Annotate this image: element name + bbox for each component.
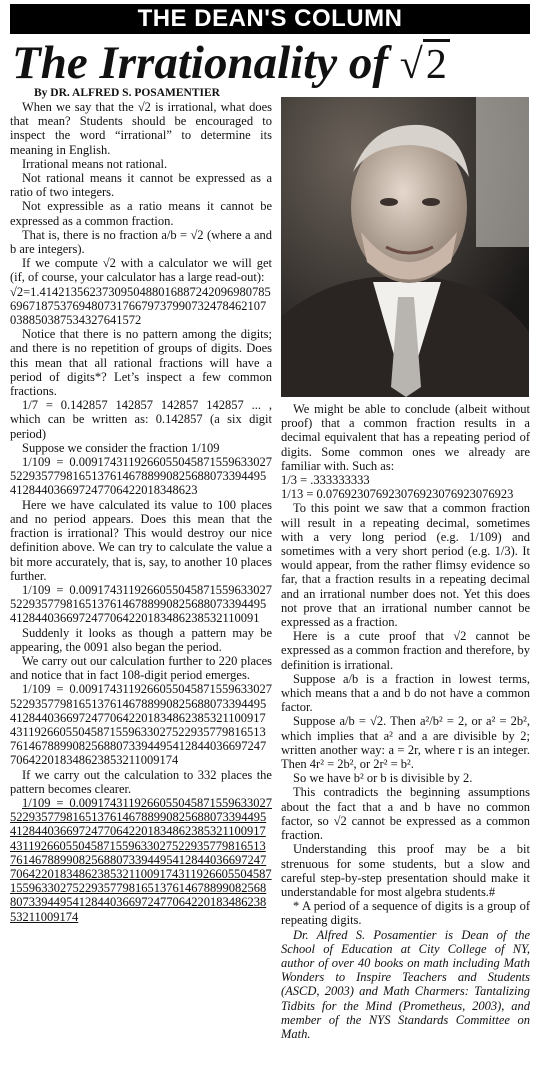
paragraph: Understanding this proof may be a bit strenuous for some students, but a slow and careful step-by-step presentation should make it understandable for most algebra students.# <box>281 842 530 899</box>
radicand: 2 <box>423 39 450 88</box>
paragraph: Here we have calculated its value to 100 places and no period appears. Does this mean that the fraction is irrational? This would destroy our nice definition above. We can try to calculate the value a bit more accurately, that is, say, to another 10 places further. <box>10 497 272 583</box>
paragraph: Suddenly it looks as though a pattern may be appearing, the 0091 also began the period. <box>10 625 272 654</box>
paragraph: Here is a cute proof that √2 cannot be expressed as a common fraction and therefore, by definition is irrational. <box>281 629 530 672</box>
right-column <box>281 402 530 1041</box>
paragraph: Suppose a/b = √2. Then a²/b² = 2, or a² = 2b², which implies that a² and a are divisible by 2; written another way: a = 2r, where r is an integer. Then 4r² = 2b², or 2r² = b². <box>281 714 530 772</box>
decimal-expansion: 1/109 = 0.0091743119266055045871559633027522935779816513761467889908256880733944954128440366972477064220183486238532110091743119266055045871559633027522935779816513761467889908256880733944954128440366972477064220183486238532110091743119266055045871559633027522935779816513761467889908256880733944954128440366972477064220183486238532110091​74 <box>10 795 272 924</box>
column-banner: THE DEAN'S COLUMN <box>10 4 530 34</box>
paragraph: Irrational means not rational. <box>22 156 168 171</box>
headline-text: The Irrationality of <box>12 37 400 89</box>
paragraph: Suppose a/b is a fraction in lowest terms, which means that a and b do not have a common factor. <box>281 671 530 715</box>
fraction-example: 1/13 = 0.076923076923076923076923076923 <box>281 487 514 502</box>
paragraph: Notice that there is no pattern among the digits; and there is no repetition of groups of digits. Does this mean that all rational fractions will have a period of digits*? Let’s inspect a few common fractions. <box>10 327 272 399</box>
author-bio: Dr. Alfred S. Posamentier is Dean of the School of Education at City College of NY, author of over 40 books on math including Math Wonders to Inspire Teachers and Students (ASCD, 2003) and Math Charmers: Tantalizing Tidbits for the Mind (Prometheus, 2003), and member of the NYS Standards Committee on Math. <box>281 927 530 1041</box>
paragraph: This contradicts the beginning assumptions about the fact that a and b have no common factor, so √2 cannot be expressed as a common fraction. <box>281 785 530 843</box>
left-column <box>10 100 272 924</box>
fraction-example: 1/3 = .333333333 <box>281 473 370 488</box>
headline <box>12 38 532 88</box>
paragraph: Not rational means it cannot be expressed as a ratio of two integers. <box>10 171 272 200</box>
paragraph: That is, there is no fraction a/b = √2 (where a and b are integers). <box>10 227 272 257</box>
author-photo <box>281 97 529 397</box>
paragraph: Not expressible as a ratio means it cannot be expressed as a common fraction. <box>10 199 272 228</box>
decimal-expansion: 1/109 = 0.009174311926605504587155963302752293577981651376146788990825688073394495412844036697247706422018348623 <box>10 455 272 498</box>
paragraph: Suppose we consider the fraction 1/109 <box>22 440 220 455</box>
paragraph: If we carry out the calculation to 332 places the pattern becomes clearer. <box>10 767 272 796</box>
radical-sign: √ <box>399 42 423 88</box>
paragraph: When we say that the √2 is irrational, what does that mean? Students should be encouraged to inspect the word “irrational” to determine its meaning in English. <box>10 100 272 157</box>
footnote: * A period of a sequence of digits is a group of repeating digits. <box>281 899 530 928</box>
paragraph: We carry out our calculation further to 220 places and notice that in fact 108-digit period emerges. <box>10 653 272 683</box>
paragraph: If we compute √2 with a calculator we will get (if, of course, your calculator has a large read-out): <box>10 256 272 285</box>
decimal-expansion: √2=1.41421356237309504880168872420969807856967187537694807317667973799073247846210703885038753432764157​2 <box>10 284 271 328</box>
paragraph: 1/7 = 0.142857 142857 142857 142857 ... , which can be written as: 0.142857 (a six digit period) <box>10 398 272 441</box>
paragraph: So we have b² or b is divisible by 2. <box>293 771 473 786</box>
decimal-expansion: 1/109 = 0.00917431192660550458715596330275229357798165137614678899082568807339449541284403669724770642201834862385321100917431192660550458715596330275229357798165137614678899082568807339449541284403669724770642201834862385321100917​4 <box>10 682 272 768</box>
paragraph: We might be able to conclude (albeit without proof) that a common fraction results in a decimal equivalent that has a repeating period of digits. Some common ones we already are familiar with. Such as: <box>281 402 530 473</box>
paragraph: To this point we saw that a common fraction will result in a repeating decimal, sometimes with a very long period (e.g. 1/109) and sometimes with a very short period (e.g. 1/3). It would appear, from the rather flimsy evidence so far, that a fraction results in a repeating decimal and an irrational number does not. Yet this does not prove that an irrational number cannot be expressed as a fraction. <box>281 501 530 630</box>
decimal-expansion: 1/109 = 0.0091743119266055045871559633027522935779816513761467889908256880733944954128440366972477064220183486238532110091 <box>10 582 272 626</box>
byline: By DR. ALFRED S. POSAMENTIER <box>34 87 220 99</box>
